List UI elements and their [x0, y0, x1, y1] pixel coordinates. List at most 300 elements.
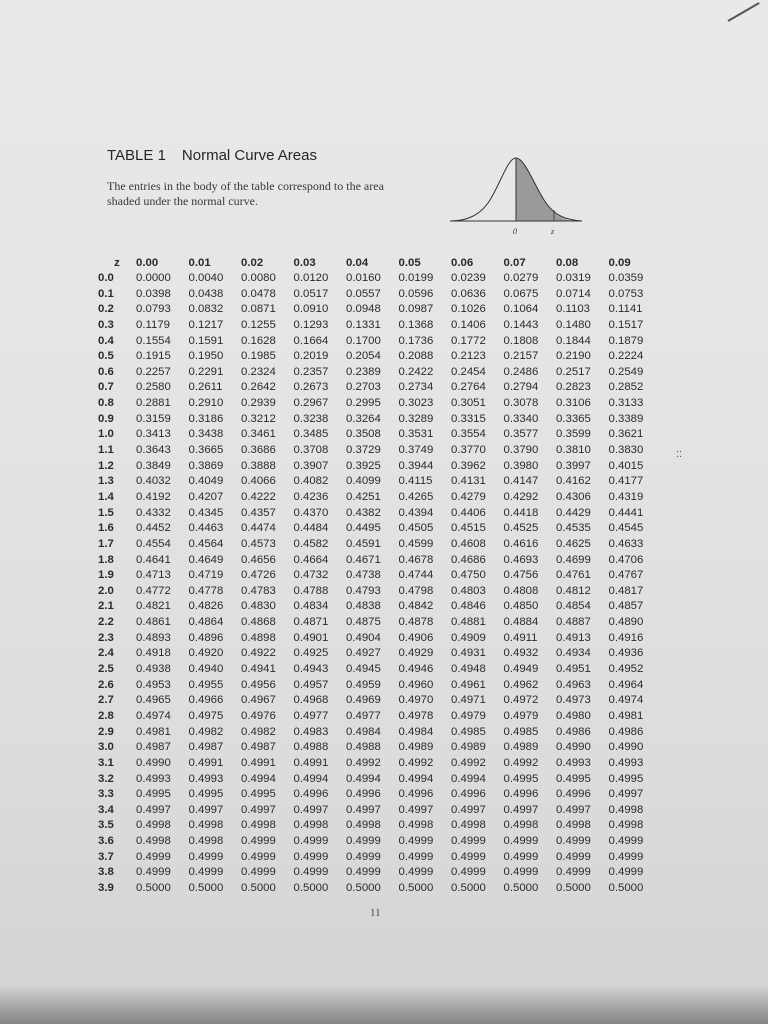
table-cell: 0.4993 [608, 756, 644, 769]
table-cell: 0.4982 [188, 725, 224, 738]
table-cell: 0.4999 [293, 866, 329, 879]
table-cell: 0.4969 [346, 694, 381, 707]
table-cell: 0.4826 [188, 600, 224, 613]
table-cell: 0.2703 [346, 381, 381, 394]
table-cell: 0.2852 [608, 381, 644, 394]
table-cell: 0.4983 [293, 725, 329, 738]
row-z-value: 1.7 [98, 537, 114, 550]
table-cell: 0.4999 [241, 866, 276, 879]
table-cell: 0.4713 [136, 569, 171, 582]
table-cell: 0.4968 [293, 694, 329, 707]
row-z-value: 1.8 [98, 553, 114, 566]
table-cell: 0.4545 [608, 522, 644, 535]
table-cell: 0.2881 [136, 397, 171, 410]
table-cell: 0.0636 [451, 287, 486, 300]
table-cell: 0.3485 [293, 428, 329, 441]
table-cell: 0.1915 [136, 350, 171, 363]
table-cell: 0.4925 [293, 647, 329, 660]
table-cell: 0.4987 [136, 741, 171, 754]
table-cell: 0.1985 [241, 350, 276, 363]
table-row [98, 380, 658, 396]
table-cell: 0.0080 [241, 272, 276, 284]
table-cell: 0.4099 [346, 475, 381, 488]
table-cell: 0.4987 [241, 741, 276, 754]
table-cell: 0.0714 [556, 287, 591, 300]
margin-mark: :: [676, 448, 683, 460]
normal-curve-svg [446, 150, 586, 240]
table-cell: 0.4988 [346, 741, 381, 754]
table-cell: 0.5000 [241, 881, 276, 894]
row-z-value: 2.2 [98, 616, 114, 629]
table-cell: 0.1406 [451, 318, 486, 331]
table-cell: 0.4625 [556, 537, 591, 550]
row-z-value: 2.1 [98, 600, 114, 613]
table-name: Normal Curve Areas [181, 147, 317, 164]
table-cell: 0.4931 [451, 647, 486, 660]
table-cell: 0.3790 [503, 444, 539, 457]
row-z-value: 0.8 [98, 397, 114, 410]
table-row [98, 818, 658, 834]
table-cell: 0.4945 [346, 663, 381, 676]
table-cell: 0.5000 [608, 881, 644, 894]
row-z-value: 2.0 [98, 584, 114, 597]
table-cell: 0.4992 [503, 756, 539, 769]
table-cell: 0.4505 [398, 522, 434, 535]
column-header: 0.04 [346, 257, 369, 269]
table-cell: 0.4452 [136, 522, 171, 535]
table-row [98, 334, 658, 350]
row-z-value: 1.1 [98, 444, 114, 457]
column-header: 0.09 [608, 257, 631, 269]
table-cell: 0.4999 [241, 835, 276, 848]
table-cell: 0.3925 [346, 459, 381, 472]
row-z-value: 0.5 [98, 350, 114, 363]
table-row [98, 678, 658, 694]
table-cell: 0.4994 [241, 772, 276, 785]
row-z-value: 2.4 [98, 647, 114, 660]
table-cell: 0.0557 [346, 287, 381, 300]
table-cell: 0.4986 [556, 725, 591, 738]
table-cell: 0.4977 [293, 709, 329, 722]
table-cell: 0.4633 [608, 537, 644, 550]
table-cell: 0.4965 [136, 694, 171, 707]
table-cell: 0.4394 [398, 506, 434, 519]
table-cell: 0.2357 [293, 365, 329, 378]
table-cell: 0.4904 [346, 631, 381, 644]
table-cell: 0.3289 [398, 412, 434, 425]
table-cell: 0.4564 [188, 537, 224, 550]
table-cell: 0.4997 [346, 803, 381, 816]
table-cell: 0.2734 [398, 381, 434, 394]
row-z-value: 3.8 [98, 866, 114, 879]
table-cell: 0.4999 [556, 835, 591, 848]
table-cell: 0.4995 [136, 788, 171, 801]
table-cell: 0.3340 [503, 412, 539, 425]
table-cell: 0.0675 [503, 287, 539, 300]
table-cell: 0.4909 [451, 631, 486, 644]
table-row [98, 443, 658, 459]
table-cell: 0.4999 [136, 866, 171, 879]
table-cell: 0.4962 [503, 678, 539, 691]
table-cell: 0.3238 [293, 412, 329, 425]
table-cell: 0.4608 [451, 537, 486, 550]
table-row [98, 412, 658, 428]
table-cell: 0.4986 [608, 725, 644, 738]
table-description: The entries in the body of the table correspond to the area shaded under the normal curve. [107, 179, 384, 208]
table-cell: 0.5000 [556, 881, 591, 894]
row-z-value: 1.5 [98, 506, 114, 519]
table-cell: 0.2054 [346, 350, 381, 363]
table-cell: 0.4999 [608, 835, 644, 848]
table-cell: 0.4868 [241, 616, 276, 629]
table-cell: 0.4981 [608, 709, 644, 722]
table-cell: 0.4984 [398, 725, 434, 738]
table-cell: 0.4955 [188, 678, 224, 691]
table-cell: 0.4582 [293, 537, 329, 550]
table-cell: 0.0910 [293, 303, 329, 316]
row-z-value: 2.5 [98, 663, 114, 676]
table-cell: 0.4279 [451, 490, 486, 503]
table-row [98, 740, 658, 756]
table-cell: 0.4975 [188, 709, 224, 722]
table-cell: 0.4830 [241, 600, 276, 613]
table-cell: 0.4959 [346, 678, 381, 691]
table-cell: 0.4976 [241, 709, 276, 722]
table-cell: 0.0398 [136, 287, 171, 300]
table-cell: 0.1443 [503, 318, 539, 331]
normal-curve-areas-table [98, 255, 658, 897]
table-cell: 0.4938 [136, 663, 171, 676]
table-cell: 0.4943 [293, 663, 329, 676]
table-cell: 0.4994 [293, 772, 329, 785]
table-cell: 0.4948 [451, 663, 486, 676]
table-cell: 0.2764 [451, 381, 486, 394]
table-cell: 0.0871 [241, 303, 276, 316]
table-row [98, 599, 658, 615]
table-cell: 0.1591 [188, 334, 224, 347]
table-cell: 0.4999 [556, 850, 591, 863]
table-cell: 0.4319 [608, 490, 644, 503]
table-row [98, 803, 658, 819]
column-header: 0.00 [136, 257, 159, 269]
table-cell: 0.4977 [346, 709, 381, 722]
row-z-value: 3.9 [98, 881, 114, 894]
table-cell: 0.3749 [398, 444, 434, 457]
table-cell: 0.4147 [503, 475, 539, 488]
table-row [98, 881, 658, 897]
table-cell: 0.4678 [398, 553, 434, 566]
table-cell: 0.0793 [136, 303, 171, 316]
table-cell: 0.2673 [293, 381, 329, 394]
table-cell: 0.1368 [398, 318, 434, 331]
table-row [98, 490, 658, 506]
column-header: 0.06 [451, 257, 474, 269]
table-cell: 0.4913 [556, 631, 591, 644]
table-cell: 0.4671 [346, 553, 381, 566]
table-row [98, 427, 658, 443]
table-cell: 0.4991 [241, 756, 276, 769]
table-cell: 0.1844 [556, 334, 591, 347]
table-cell: 0.1517 [608, 318, 644, 331]
row-z-value: 3.6 [98, 835, 114, 848]
table-cell: 0.4495 [346, 522, 381, 535]
table-cell: 0.4993 [136, 772, 171, 785]
table-cell: 0.2190 [556, 350, 591, 363]
table-cell: 0.4441 [608, 506, 644, 519]
row-z-value: 1.4 [98, 490, 114, 503]
row-z-value: 2.6 [98, 678, 114, 691]
table-cell: 0.4992 [398, 756, 434, 769]
table-cell: 0.4999 [503, 866, 539, 879]
table-cell: 0.3962 [451, 459, 486, 472]
table-cell: 0.4162 [556, 475, 591, 488]
table-cell: 0.4750 [451, 569, 486, 582]
table-cell: 0.3729 [346, 444, 381, 457]
table-row [98, 459, 658, 475]
row-z-value: 0.0 [98, 272, 114, 284]
table-cell: 0.4525 [503, 522, 539, 535]
table-cell: 0.4999 [503, 850, 539, 863]
table-cell: 0.2995 [346, 397, 381, 410]
row-z-value: 3.7 [98, 850, 114, 863]
table-cell: 0.4898 [241, 631, 276, 644]
table-cell: 0.4834 [293, 600, 329, 613]
table-cell: 0.4878 [398, 616, 434, 629]
table-cell: 0.4998 [136, 819, 171, 832]
table-cell: 0.4999 [188, 850, 224, 863]
table-cell: 0.3849 [136, 459, 171, 472]
table-cell: 0.3159 [136, 412, 171, 425]
table-cell: 0.4973 [556, 694, 591, 707]
table-cell: 0.4997 [398, 803, 434, 816]
table-cell: 0.4032 [136, 475, 171, 488]
table-body [98, 271, 658, 897]
table-cell: 0.4970 [398, 694, 434, 707]
table-cell: 0.0279 [503, 272, 539, 284]
table-cell: 0.4999 [451, 866, 486, 879]
table-cell: 0.1950 [188, 350, 224, 363]
table-row [98, 787, 658, 803]
table-cell: 0.4251 [346, 490, 381, 503]
row-z-value: 0.2 [98, 303, 114, 316]
table-cell: 0.4881 [451, 616, 486, 629]
table-cell: 0.4999 [241, 850, 276, 863]
table-cell: 0.4222 [241, 490, 276, 503]
table-cell: 0.4927 [346, 647, 381, 660]
table-cell: 0.4997 [503, 803, 539, 816]
table-cell: 0.4989 [398, 741, 434, 754]
row-z-value: 1.9 [98, 569, 114, 582]
table-cell: 0.5000 [293, 881, 329, 894]
table-cell: 0.3665 [188, 444, 224, 457]
table-cell: 0.4990 [608, 741, 644, 754]
table-cell: 0.4015 [608, 459, 644, 472]
table-cell: 0.4920 [188, 647, 224, 660]
table-cell: 0.2486 [503, 365, 539, 378]
table-cell: 0.1217 [188, 318, 224, 331]
table-cell: 0.3389 [608, 412, 644, 425]
table-row [98, 646, 658, 662]
table-row [98, 553, 658, 569]
table-cell: 0.4989 [503, 741, 539, 754]
table-cell: 0.4951 [556, 663, 591, 676]
table-cell: 0.4906 [398, 631, 434, 644]
table-cell: 0.4664 [293, 553, 329, 566]
mean-label: 0 [513, 227, 517, 236]
table-cell: 0.2580 [136, 381, 171, 394]
table-cell: 0.4901 [293, 631, 329, 644]
table-cell: 0.4998 [608, 819, 644, 832]
table-cell: 0.0040 [188, 272, 224, 284]
table-cell: 0.4850 [503, 600, 539, 613]
table-row [98, 709, 658, 725]
table-cell: 0.4987 [188, 741, 224, 754]
table-cell: 0.4066 [241, 475, 276, 488]
table-cell: 0.4997 [136, 803, 171, 816]
table-cell: 0.4966 [188, 694, 224, 707]
table-cell: 0.4998 [188, 819, 224, 832]
table-cell: 0.4699 [556, 553, 591, 566]
table-cell: 0.5000 [346, 881, 381, 894]
table-cell: 0.4706 [608, 553, 644, 566]
table-cell: 0.4929 [398, 647, 434, 660]
table-cell: 0.4821 [136, 600, 171, 613]
table-cell: 0.4978 [398, 709, 434, 722]
table-cell: 0.3413 [136, 428, 171, 441]
row-z-value: 0.7 [98, 381, 114, 394]
table-row [98, 318, 658, 334]
table-cell: 0.4956 [241, 678, 276, 691]
table-row [98, 474, 658, 490]
table-cell: 0.4993 [188, 772, 224, 785]
table-cell: 0.4726 [241, 569, 276, 582]
table-cell: 0.4960 [398, 678, 434, 691]
row-z-value: 0.6 [98, 365, 114, 378]
table-cell: 0.4515 [451, 522, 486, 535]
table-cell: 0.2910 [188, 397, 224, 410]
table-cell: 0.0596 [398, 287, 434, 300]
table-cell: 0.4999 [136, 850, 171, 863]
table-cell: 0.4911 [503, 631, 538, 644]
table-cell: 0.4988 [293, 741, 329, 754]
page-bottom-shadow [0, 985, 768, 1024]
table-cell: 0.2549 [608, 365, 644, 378]
table-cell: 0.0753 [608, 287, 644, 300]
table-cell: 0.4946 [398, 663, 434, 676]
row-z-value: 2.3 [98, 631, 114, 644]
table-cell: 0.4922 [241, 647, 276, 660]
table-cell: 0.4998 [503, 819, 539, 832]
table-cell: 0.3051 [451, 397, 486, 410]
table-cell: 0.4999 [503, 835, 539, 848]
table-cell: 0.4463 [188, 522, 224, 535]
table-cell: 0.3830 [608, 444, 644, 457]
table-cell: 0.4916 [608, 631, 644, 644]
table-cell: 0.4767 [608, 569, 644, 582]
table-cell: 0.4998 [346, 819, 381, 832]
table-cell: 0.4994 [451, 772, 486, 785]
table-cell: 0.2611 [188, 381, 223, 394]
table-cell: 0.4999 [188, 866, 224, 879]
table-cell: 0.4803 [451, 584, 486, 597]
table-cell: 0.3264 [346, 412, 381, 425]
table-cell: 0.2019 [293, 350, 329, 363]
table-cell: 0.4974 [608, 694, 644, 707]
table-cell: 0.2088 [398, 350, 434, 363]
row-z-value: 1.3 [98, 475, 114, 488]
table-cell: 0.3708 [293, 444, 329, 457]
table-cell: 0.3078 [503, 397, 539, 410]
table-cell: 0.4967 [241, 694, 276, 707]
table-cell: 0.0948 [346, 303, 381, 316]
table-cell: 0.1331 [346, 318, 381, 331]
table-cell: 0.1664 [293, 334, 329, 347]
table-cell: 0.4484 [293, 522, 329, 535]
table-cell: 0.4940 [188, 663, 224, 676]
table-cell: 0.3106 [556, 397, 591, 410]
table-row [98, 584, 658, 600]
table-cell: 0.4932 [503, 647, 539, 660]
table-cell: 0.4817 [608, 584, 644, 597]
table-cell: 0.2324 [241, 365, 276, 378]
table-cell: 0.4998 [136, 835, 171, 848]
table-cell: 0.4982 [241, 725, 276, 738]
table-cell: 0.2157 [503, 350, 539, 363]
table-cell: 0.1141 [608, 303, 643, 316]
row-z-value: 2.8 [98, 709, 114, 722]
table-row [98, 365, 658, 381]
table-cell: 0.3997 [556, 459, 591, 472]
table-cell: 0.4131 [451, 475, 486, 488]
table-cell: 0.4893 [136, 631, 171, 644]
table-cell: 0.4788 [293, 584, 329, 597]
row-z-value: 3.0 [98, 741, 114, 754]
table-cell: 0.4999 [608, 850, 644, 863]
table-cell: 0.4999 [451, 835, 486, 848]
table-cell: 0.1026 [451, 303, 486, 316]
table-cell: 0.2939 [241, 397, 276, 410]
table-cell: 0.5000 [188, 881, 224, 894]
table-cell: 0.4994 [398, 772, 434, 785]
table-cell: 0.4854 [556, 600, 591, 613]
table-cell: 0.4535 [556, 522, 591, 535]
table-cell: 0.4265 [398, 490, 434, 503]
table-cell: 0.4693 [503, 553, 539, 566]
table-cell: 0.4236 [293, 490, 329, 503]
table-cell: 0.3365 [556, 412, 591, 425]
table-cell: 0.4798 [398, 584, 434, 597]
table-cell: 0.4998 [608, 803, 644, 816]
table-cell: 0.2517 [556, 365, 591, 378]
row-z-value: 0.1 [98, 287, 114, 300]
table-title [107, 147, 317, 164]
table-cell: 0.4842 [398, 600, 434, 613]
row-z-value: 1.6 [98, 522, 114, 535]
table-row [98, 568, 658, 584]
table-cell: 0.0832 [188, 303, 224, 316]
table-cell: 0.4996 [451, 788, 486, 801]
table-cell: 0.4761 [556, 569, 591, 582]
table-cell: 0.1700 [346, 334, 381, 347]
table-cell: 0.5000 [398, 881, 434, 894]
table-cell: 0.5000 [136, 881, 171, 894]
row-z-value: 2.9 [98, 725, 114, 738]
table-row [98, 834, 658, 850]
table-cell: 0.2794 [503, 381, 539, 394]
table-cell: 0.4778 [188, 584, 224, 597]
table-cell: 0.1736 [398, 334, 434, 347]
table-cell: 0.1064 [503, 303, 539, 316]
